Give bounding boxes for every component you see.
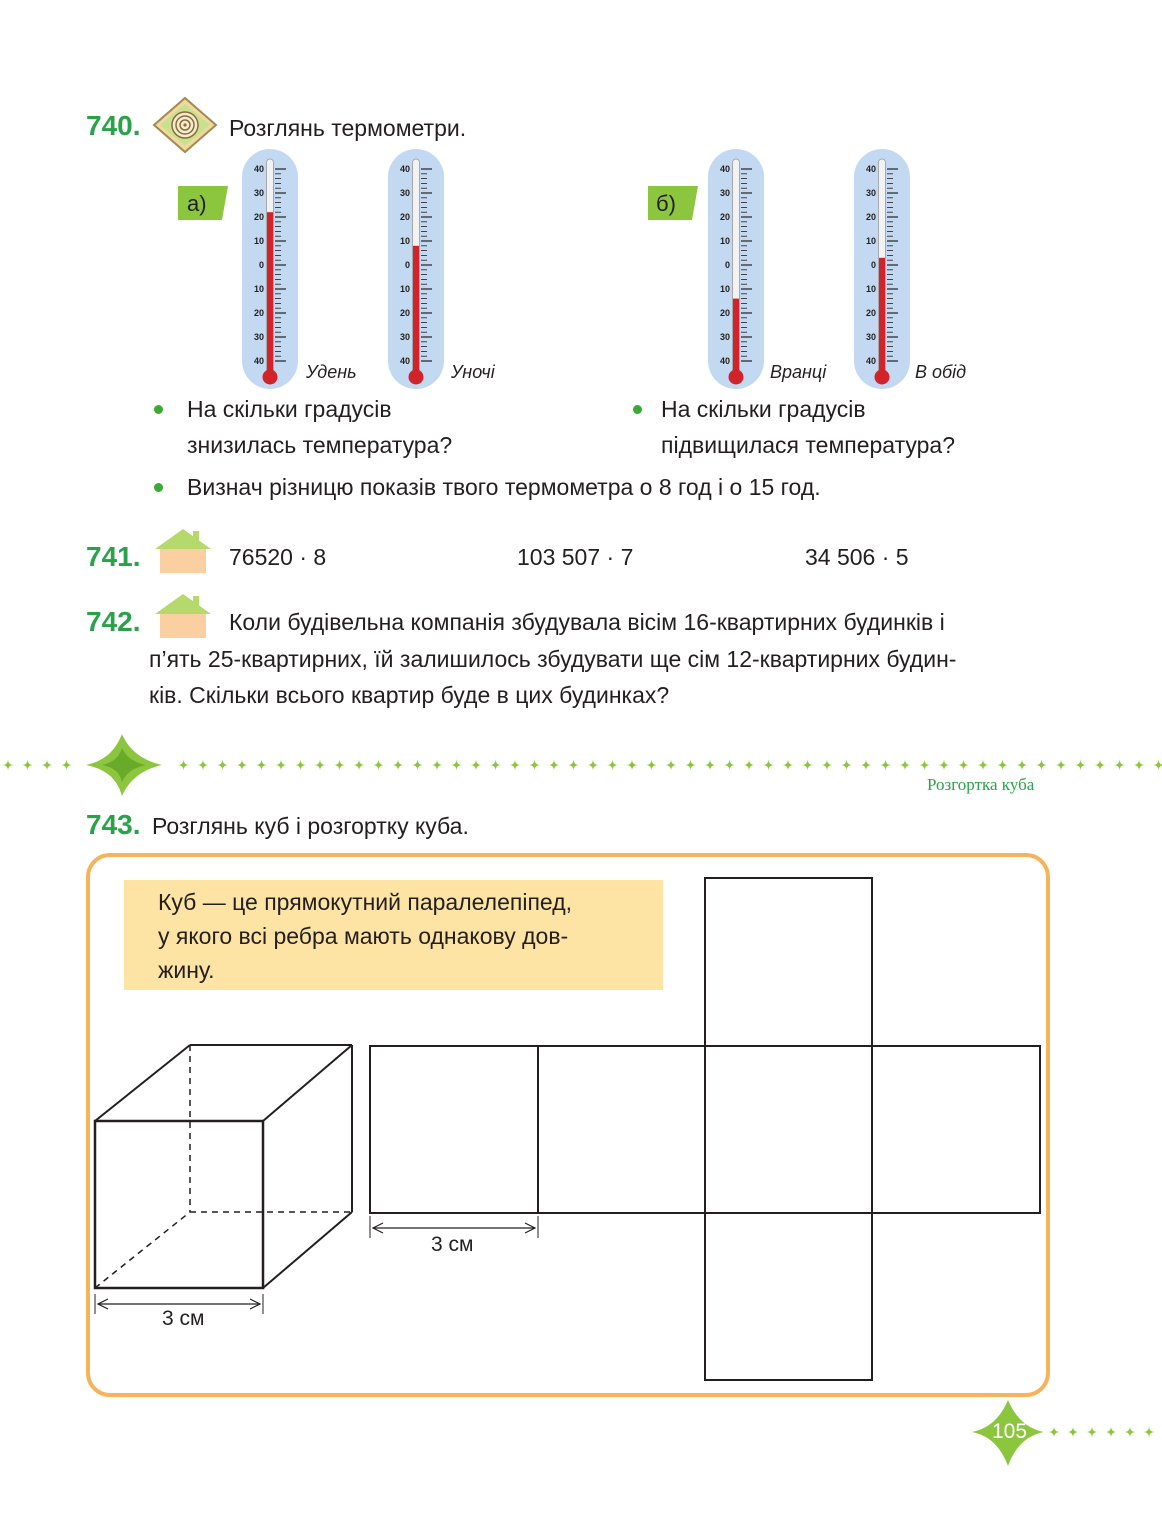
star-decoration (665, 759, 677, 771)
star-decoration (1048, 1426, 1060, 1438)
star-decoration (1143, 1426, 1155, 1438)
star-decoration (217, 759, 229, 771)
scale-label: 20 (399, 212, 410, 222)
thermometer-noon (853, 148, 911, 395)
scale-label: 40 (865, 164, 876, 174)
scale-label: 0 (724, 260, 730, 270)
scale-label: 30 (865, 188, 876, 198)
star-decoration (938, 759, 950, 771)
scale-label: 20 (719, 212, 730, 222)
star-decoration (782, 759, 794, 771)
scale-label: 20 (865, 212, 876, 222)
mercury-column (413, 246, 419, 373)
caption-morning: Вранці (770, 362, 827, 382)
exercise-742-line1: Коли будівельна компанія збудувала вісім 16-квартирних будинків і (229, 609, 945, 635)
star-decoration (802, 759, 814, 771)
mercury-bulb (409, 370, 424, 385)
definition-line2: у якого всі ребра мають однакову дов- (158, 923, 569, 949)
star-decoration (61, 759, 73, 771)
scale-label: 40 (399, 356, 410, 366)
caption-day: Удень (306, 362, 357, 382)
mercury-bulb (875, 370, 890, 385)
star-decoration (587, 759, 599, 771)
scale-label: 10 (253, 236, 264, 246)
scale-label: 20 (719, 308, 730, 318)
star-decoration (334, 759, 346, 771)
exercise-742-line2: п’ять 25-квартирних, їй залишилось збудувати ще сім 12-квартирних будин- (149, 646, 957, 672)
scale-label: 10 (865, 284, 876, 294)
star-decoration (880, 759, 892, 771)
thermometer-day (241, 148, 299, 395)
star-decoration (1133, 759, 1145, 771)
star-decoration (373, 759, 385, 771)
star-decoration (841, 759, 853, 771)
exercise-740-title: Розглянь термометри. (229, 115, 467, 141)
star-decoration (977, 759, 989, 771)
scale-label: 10 (253, 284, 264, 294)
star-decoration (256, 759, 268, 771)
star-decoration (1124, 1426, 1136, 1438)
star-decoration (860, 759, 872, 771)
scale-label: 40 (399, 164, 410, 174)
home-task-icon (155, 527, 211, 575)
question-c: Визнач різницю показів твого термометра о 8 год і о 15 год. (187, 474, 821, 500)
exercise-742-line3: ків. Скільки всього квартир буде в цих будинках? (149, 682, 670, 708)
question-b-line1: На скільки градусів (661, 396, 866, 422)
scale-label: 30 (253, 188, 264, 198)
question-a-line2: знизилась температура? (187, 432, 453, 458)
cube-drawing (86, 1036, 366, 1326)
star-decoration (919, 759, 931, 771)
scale-label: 40 (719, 356, 730, 366)
star-decoration (958, 759, 970, 771)
star-decoration (704, 759, 716, 771)
definition-line1: Куб — це прямокутний паралелепіпед, (158, 889, 572, 915)
scale-label: 10 (865, 236, 876, 246)
star-decoration (236, 759, 248, 771)
scale-label: 0 (404, 260, 410, 270)
star-decoration (1067, 1426, 1079, 1438)
star-decoration (275, 759, 287, 771)
exercise-743-title: Розглянь куб і розгортку куба. (152, 813, 469, 839)
scale-label: 20 (253, 212, 264, 222)
scale-label: 30 (719, 188, 730, 198)
expression-2: 103 507 · 7 (517, 544, 634, 570)
exercise-number-741: 741. (86, 541, 141, 572)
caption-night: Уночі (451, 362, 495, 382)
star-decoration (353, 759, 365, 771)
star-decoration (412, 759, 424, 771)
star-decoration (1016, 759, 1028, 771)
scale-label: 20 (399, 308, 410, 318)
caption-noon: В обід (915, 362, 967, 382)
exercise-number-742: 742. (86, 606, 141, 637)
exercise-number-740: 740. (86, 110, 141, 141)
scale-label: 20 (253, 308, 264, 318)
cube-net-drawing (366, 876, 1046, 1384)
scale-label: 30 (399, 332, 410, 342)
scale-label: 0 (258, 260, 264, 270)
star-decoration (1075, 759, 1087, 771)
mercury-column (879, 258, 885, 373)
scale-label: 40 (253, 356, 264, 366)
scale-label: 10 (719, 236, 730, 246)
star-decoration (41, 759, 53, 771)
question-b-line2: підвищилася температура? (661, 432, 955, 458)
scale-label: 30 (399, 188, 410, 198)
exercise-number-743: 743. (86, 809, 141, 840)
question-a-line1: На скільки градусів (187, 396, 392, 422)
star-decoration (1094, 759, 1106, 771)
star-decoration (1105, 1426, 1117, 1438)
scale-label: 30 (719, 332, 730, 342)
page-number: 105 (992, 1420, 1028, 1443)
star-decoration (2, 759, 14, 771)
scale-label: 40 (719, 164, 730, 174)
scale-label: 10 (399, 284, 410, 294)
star-decoration (685, 759, 697, 771)
bullet (633, 405, 642, 414)
mercury-column (267, 212, 273, 373)
part-b-label: б) (656, 191, 676, 216)
star-decoration (295, 759, 307, 771)
star-decoration (646, 759, 658, 771)
definition-line3: жину. (158, 957, 215, 983)
star-decoration (1055, 759, 1067, 771)
mercury-column (733, 299, 739, 373)
scale-label: 10 (399, 236, 410, 246)
mercury-bulb (263, 370, 278, 385)
star-decoration (568, 759, 580, 771)
part-a-label: а) (187, 191, 207, 216)
star-decoration (451, 759, 463, 771)
home-task-icon (155, 592, 211, 640)
thermometer-morning (707, 148, 765, 395)
bullet (154, 405, 163, 414)
expression-1: 76520 · 8 (229, 544, 327, 570)
bullet (154, 483, 163, 492)
star-decoration (1036, 759, 1048, 771)
expression-3: 34 506 · 5 (805, 544, 909, 570)
scale-label: 30 (865, 332, 876, 342)
star-decoration (392, 759, 404, 771)
star-decoration (821, 759, 833, 771)
star-decoration (1153, 759, 1162, 771)
scale-label: 40 (253, 164, 264, 174)
net-dimension-label: 3 см (431, 1233, 474, 1256)
star-decoration (197, 759, 209, 771)
star-decoration (490, 759, 502, 771)
star-decoration (178, 759, 190, 771)
star-decoration (899, 759, 911, 771)
scale-label: 0 (870, 260, 876, 270)
star-decoration (509, 759, 521, 771)
cube-dimension-label: 3 см (162, 1307, 205, 1330)
star-decoration (431, 759, 443, 771)
star-decoration (470, 759, 482, 771)
scale-label: 30 (253, 332, 264, 342)
star-decoration (529, 759, 541, 771)
scale-label: 10 (719, 284, 730, 294)
star-decoration (763, 759, 775, 771)
star-decoration (548, 759, 560, 771)
star-decoration (1086, 1426, 1098, 1438)
star-decoration (724, 759, 736, 771)
thermometer-night (387, 148, 445, 395)
star-decoration (1114, 759, 1126, 771)
scale-label: 20 (865, 308, 876, 318)
star-decoration (743, 759, 755, 771)
star-decoration (314, 759, 326, 771)
labyrinth-icon (152, 96, 218, 154)
star-decoration (22, 759, 34, 771)
scale-label: 40 (865, 356, 876, 366)
section-title: Розгортка куба (927, 775, 1035, 794)
mercury-bulb (729, 370, 744, 385)
star-decoration (607, 759, 619, 771)
star-decoration (997, 759, 1009, 771)
star-decoration (626, 759, 638, 771)
